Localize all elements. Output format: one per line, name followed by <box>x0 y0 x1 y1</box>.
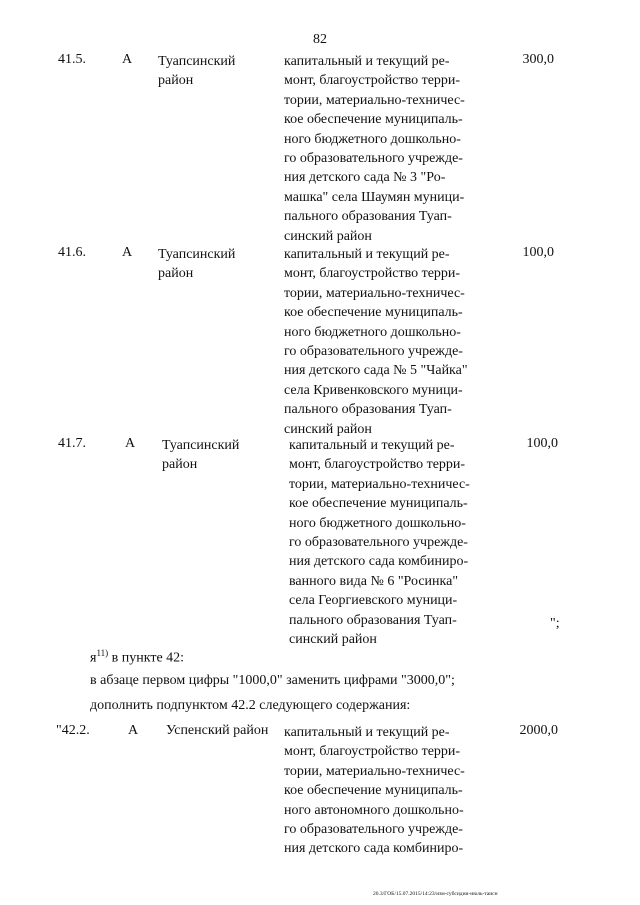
description-line: ванного вида № 6 "Росинка" <box>289 573 459 589</box>
description-line: кое обеспечение муниципаль- <box>289 496 468 512</box>
description-line: синский район <box>284 228 372 244</box>
point-letter: я <box>90 650 97 666</box>
item-number: 41.6. <box>58 245 86 260</box>
description <box>289 436 504 649</box>
description-line: ного бюджетного дошкольно- <box>284 131 461 147</box>
replace-paragraph: в абзаце первом цифры "1000,0" заменить цифрами "3000,0"; <box>90 673 455 688</box>
description <box>284 245 499 439</box>
description-line: ния детского сада № 5 "Чайка" <box>284 363 468 379</box>
description-line: пального образования Туап- <box>284 209 452 225</box>
description-line: ния детского сада № 3 "Ро- <box>284 170 446 186</box>
district-line: район <box>158 266 194 281</box>
district-line: район <box>162 457 198 472</box>
district-line: Туапсинский <box>158 54 236 69</box>
point-text: в пункте 42: <box>108 650 185 666</box>
description-line: кое обеспечение муниципаль- <box>284 305 463 321</box>
description-line: го образовательного учрежде- <box>284 344 463 360</box>
description-line: тории, материально-техничес- <box>289 476 470 492</box>
category: А <box>122 52 133 67</box>
description-line: ния детского сада комбиниро- <box>289 554 469 570</box>
item-number: 41.5. <box>58 52 86 67</box>
amount: 2000,0 <box>519 723 558 738</box>
district-line: Туапсинский <box>158 247 236 262</box>
description-line: ного бюджетного дошкольно- <box>284 324 461 340</box>
district <box>162 436 272 474</box>
description-line: капитальный и текущий ре- <box>289 438 455 453</box>
description-line: тории, материально-техничес- <box>284 92 465 108</box>
description-line: ния детского сада комбиниро- <box>284 841 464 857</box>
description-line: монт, благоустройство терри- <box>289 457 466 473</box>
footer-file-id: 20.3/ГОБ/15.07.2015/14:23/изм-субсидии-июль-таисн <box>373 891 498 897</box>
description-line: го образовательного учрежде- <box>289 535 468 551</box>
district <box>158 245 268 283</box>
description-line: монт, благоустройство терри- <box>284 73 461 89</box>
description-line: села Кривенковского муници- <box>284 382 463 398</box>
description-line: тории, материально-техничес- <box>284 285 465 301</box>
description-line: монт, благоустройство терри- <box>284 266 461 282</box>
supplement-paragraph: дополнить подпунктом 42.2 следующего содержания: <box>90 698 411 713</box>
description-line: кое обеспечение муниципаль- <box>284 783 463 799</box>
description-line: синский район <box>284 421 372 437</box>
description-line: монт, благоустройство терри- <box>284 744 461 760</box>
item-number: 41.7. <box>58 436 86 451</box>
amount: 100,0 <box>526 436 558 451</box>
description-line: ного автономного дошкольно- <box>284 802 464 818</box>
description <box>284 723 499 859</box>
description-line: пального образования Туап- <box>289 612 457 628</box>
district-line: район <box>158 73 194 88</box>
description-line: ного бюджетного дошкольно- <box>289 515 466 531</box>
description <box>284 52 499 246</box>
description-line: кое обеспечение муниципаль- <box>284 112 463 128</box>
category: А <box>125 436 136 451</box>
description-line: капитальный и текущий ре- <box>284 725 450 740</box>
description-line: машка" села Шаумян муници- <box>284 189 465 205</box>
description-line: го образовательного учрежде- <box>284 822 463 838</box>
description-line: капитальный и текущий ре- <box>284 247 450 262</box>
district <box>158 52 268 90</box>
description-line: села Георгиевского муници- <box>289 593 458 609</box>
description-line: пального образования Туап- <box>284 402 452 418</box>
point-heading <box>90 648 184 667</box>
point-number: 11) <box>96 648 109 658</box>
item-number: "42.2. <box>56 723 90 738</box>
closing-quote: "; <box>550 616 560 631</box>
district: Успенский район <box>166 723 269 738</box>
page-number: 82 <box>313 32 327 47</box>
amount: 300,0 <box>522 52 554 67</box>
description-line: го образовательного учрежде- <box>284 151 463 167</box>
description-line: капитальный и текущий ре- <box>284 54 450 69</box>
amount: 100,0 <box>522 245 554 260</box>
district-line: Туапсинский <box>162 438 240 453</box>
category: А <box>128 723 139 738</box>
category: А <box>122 245 133 260</box>
description-line: синский район <box>289 632 377 648</box>
description-line: тории, материально-техничес- <box>284 763 465 779</box>
